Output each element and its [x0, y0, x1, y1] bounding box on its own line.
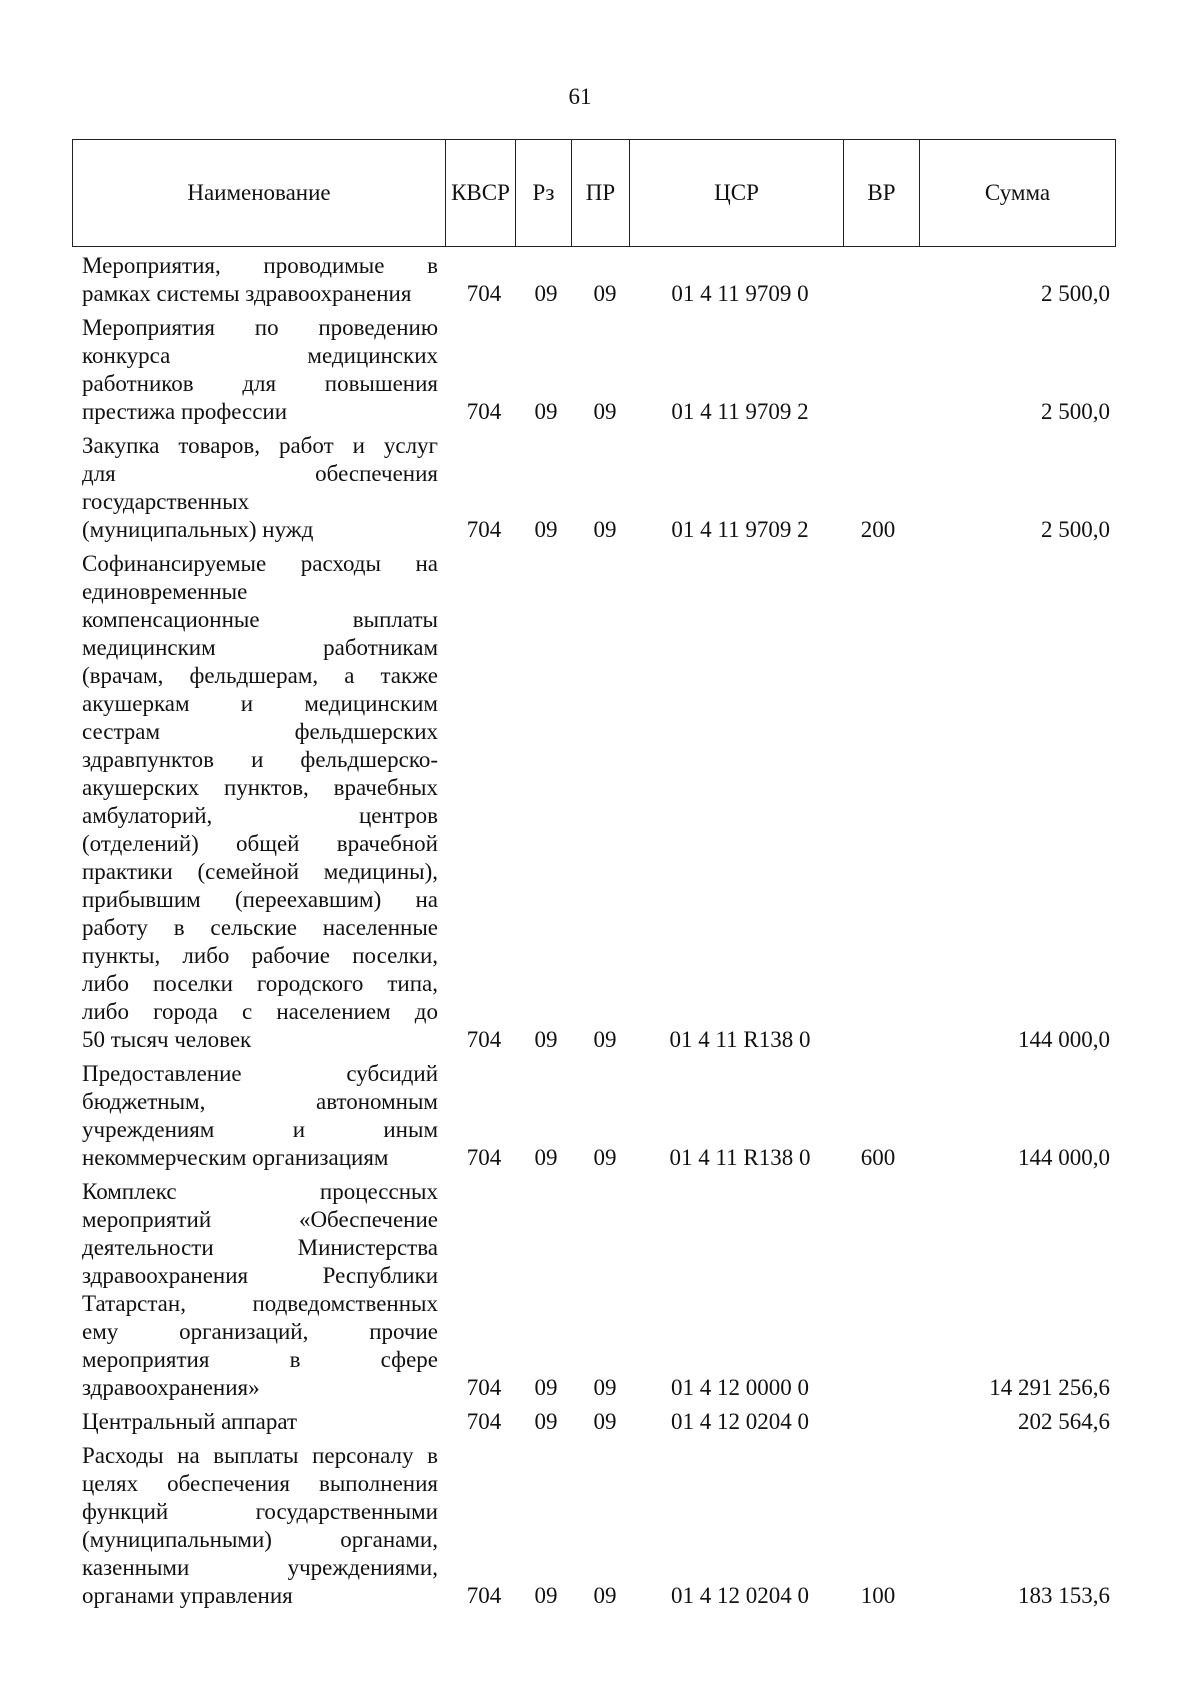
row-name: [82, 432, 438, 544]
row-name-line: органами управления: [82, 1583, 293, 1608]
row-vr: 100: [860, 1583, 896, 1608]
row-name-line: (муниципальными) органами,: [82, 1527, 438, 1552]
row-name-line: Комплекс процессных: [82, 1179, 438, 1204]
row-name-line: учреждениям и иным: [82, 1117, 438, 1142]
row-name-line: здравпунктов и фельдшерско-: [82, 747, 438, 772]
row-name-line: единовременные: [82, 579, 248, 604]
row-name-line: целях обеспечения выполнения: [82, 1471, 438, 1496]
row-name: [82, 550, 438, 1054]
row-name-line: пункты, либо рабочие поселки,: [82, 943, 438, 968]
row-pr: 09: [593, 399, 617, 424]
row-sum: 2 500,0: [1041, 281, 1110, 306]
row-sum: 144 000,0: [1018, 1145, 1110, 1170]
row-rz: 09: [534, 1409, 558, 1434]
header-name: Наименование: [187, 180, 331, 205]
row-vr: 200: [860, 517, 896, 542]
row-name-line: Софинансируемые расходы на: [82, 551, 438, 576]
row-rz: 09: [534, 1145, 558, 1170]
header-pr: ПР: [571, 140, 629, 246]
row-name-line: амбулаторий, центров: [82, 803, 438, 828]
row-name-line: 50 тысяч человек: [82, 1027, 252, 1052]
row-name-line: Центральный аппарат: [82, 1409, 298, 1434]
row-name-line: либо города с населением до: [82, 999, 438, 1024]
row-pr: 09: [593, 1583, 617, 1608]
row-name-line: функций государственными: [82, 1499, 438, 1524]
header-vr: ВР: [843, 140, 919, 246]
row-kvsr: 704: [466, 281, 502, 306]
row-pr: 09: [593, 1145, 617, 1170]
row-rz: 09: [534, 1583, 558, 1608]
row-name-line: мероприятий «Обеспечение: [82, 1207, 438, 1232]
row-sum: 183 153,6: [1018, 1583, 1110, 1608]
row-vr: 600: [860, 1145, 896, 1170]
row-name: [82, 1442, 438, 1610]
table-header: [72, 139, 1116, 247]
row-kvsr: 704: [466, 517, 502, 542]
header-kvsr: КВСР: [445, 140, 515, 246]
row-name-line: практики (семейной медицины),: [82, 859, 438, 884]
row-name: [82, 314, 438, 426]
row-name-line: Мероприятия по проведению: [82, 315, 438, 340]
row-sum: 202 564,6: [1018, 1409, 1110, 1434]
row-name-line: либо поселки городского типа,: [82, 971, 438, 996]
row-pr: 09: [593, 281, 617, 306]
row-name-line: работников для повышения: [82, 371, 438, 396]
header-sum: Сумма: [919, 140, 1115, 246]
row-name-line: здравоохранения»: [82, 1375, 260, 1400]
row-name-line: работу в сельские населенные: [82, 915, 438, 940]
row-pr: 09: [593, 517, 617, 542]
row-name: [82, 1178, 438, 1402]
row-name-line: казенными учреждениями,: [82, 1555, 438, 1580]
row-name-line: бюджетным, автономным: [82, 1089, 438, 1114]
row-csr: 01 4 12 0000 0: [671, 1375, 809, 1400]
row-name-line: для обеспечения: [82, 461, 438, 486]
row-name: [82, 252, 438, 308]
row-name: [82, 1060, 438, 1172]
row-name-line: Предоставление субсидий: [82, 1061, 438, 1086]
row-name-line: акушеркам и медицинским: [82, 691, 438, 716]
row-csr: 01 4 12 0204 0: [671, 1409, 809, 1434]
row-name-line: компенсационные выплаты: [82, 607, 438, 632]
row-csr: 01 4 11 9709 2: [671, 517, 809, 542]
row-sum: 2 500,0: [1041, 517, 1110, 542]
header-csr: ЦСР: [629, 140, 843, 246]
row-name-line: престижа профессии: [82, 399, 288, 424]
row-rz: 09: [534, 517, 558, 542]
row-kvsr: 704: [466, 1583, 502, 1608]
row-rz: 09: [534, 281, 558, 306]
row-name: [82, 1408, 438, 1436]
row-kvsr: 704: [466, 1409, 502, 1434]
row-name-line: медицинским работникам: [82, 635, 438, 660]
row-csr: 01 4 11 R138 0: [669, 1145, 811, 1170]
row-sum: 14 291 256,6: [989, 1375, 1110, 1400]
row-name-line: государственных: [82, 489, 250, 514]
row-name-line: некоммерческим организациям: [82, 1145, 389, 1170]
row-name-line: Закупка товаров, работ и услуг: [82, 433, 438, 458]
row-name-line: мероприятия в сфере: [82, 1347, 438, 1372]
row-name-line: (отделений) общей врачебной: [82, 831, 438, 856]
row-name-line: ему организаций, прочие: [82, 1319, 438, 1344]
page-number: 61: [568, 84, 592, 109]
row-sum: 144 000,0: [1018, 1027, 1110, 1052]
row-rz: 09: [534, 1375, 558, 1400]
row-kvsr: 704: [466, 1027, 502, 1052]
row-kvsr: 704: [466, 1375, 502, 1400]
row-csr: 01 4 11 9709 0: [671, 281, 809, 306]
row-name-line: Татарстан, подведомственных: [82, 1291, 438, 1316]
row-name-line: прибывшим (переехавшим) на: [82, 887, 438, 912]
row-name-line: Расходы на выплаты персоналу в: [82, 1443, 438, 1468]
row-name-line: деятельности Министерства: [82, 1235, 438, 1260]
row-csr: 01 4 12 0204 0: [671, 1583, 809, 1608]
row-pr: 09: [593, 1375, 617, 1400]
row-name-line: здравоохранения Республики: [82, 1263, 438, 1288]
row-name-line: (муниципальных) нужд: [82, 517, 314, 542]
row-pr: 09: [593, 1409, 617, 1434]
row-name-line: Мероприятия, проводимые в: [82, 253, 438, 278]
row-csr: 01 4 11 R138 0: [669, 1027, 811, 1052]
row-name-line: сестрам фельдшерских: [82, 719, 438, 744]
row-csr: 01 4 11 9709 2: [671, 399, 809, 424]
row-name-line: (врачам, фельдшерам, а также: [82, 663, 438, 688]
row-rz: 09: [534, 1027, 558, 1052]
row-kvsr: 704: [466, 1145, 502, 1170]
row-pr: 09: [593, 1027, 617, 1052]
row-name-line: конкурса медицинских: [82, 343, 438, 368]
row-name-line: акушерских пунктов, врачебных: [82, 775, 438, 800]
row-name-line: рамках системы здравоохранения: [82, 281, 412, 306]
row-sum: 2 500,0: [1041, 399, 1110, 424]
row-kvsr: 704: [466, 399, 502, 424]
header-rz: Рз: [515, 140, 571, 246]
row-rz: 09: [534, 399, 558, 424]
